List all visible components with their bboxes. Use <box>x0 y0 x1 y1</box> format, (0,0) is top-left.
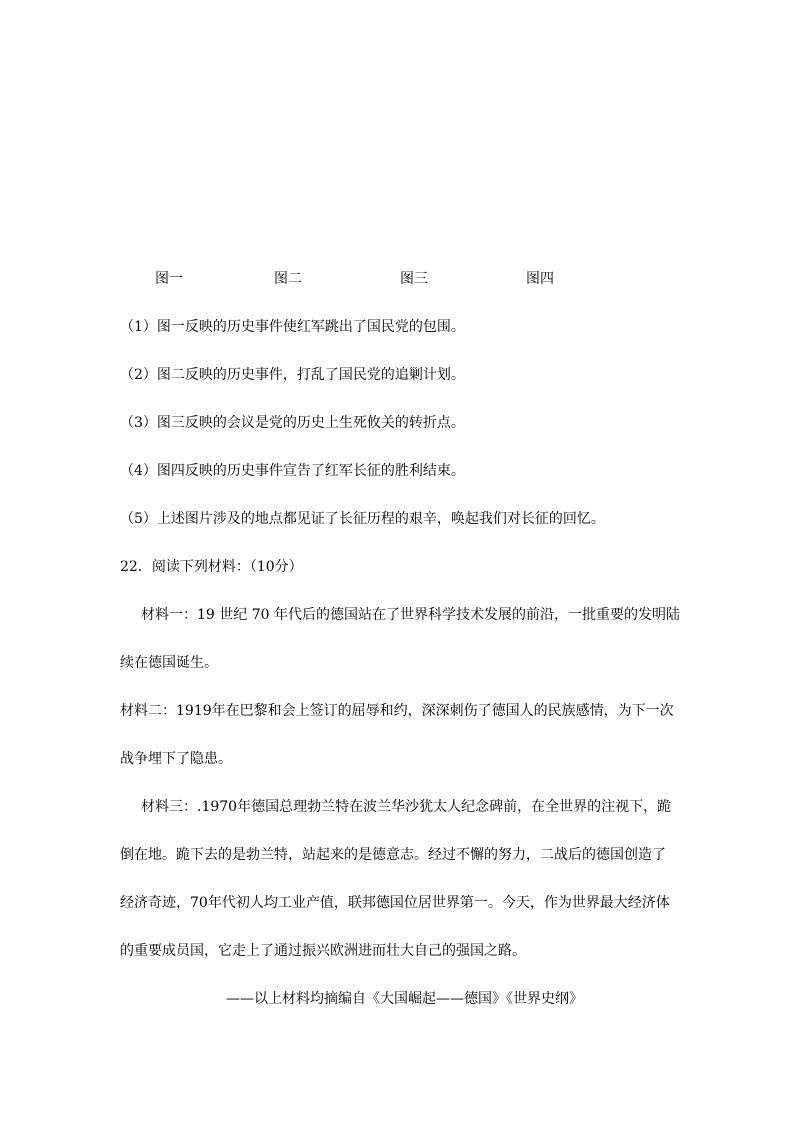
statement-2: （2）图二反映的历史事件，打乱了国民党的追剿计划。 <box>120 367 465 383</box>
statement-3: （3）图三反映的会议是党的历史上生死攸关的转折点。 <box>120 415 465 431</box>
statement-5: （5）上述图片涉及的地点都见证了长征历程的艰辛，唤起我们对长征的回忆。 <box>120 511 605 527</box>
figure-caption-1: 图一 <box>155 271 183 287</box>
material-3-line-4: 的重要成员国，它走上了通过振兴欧洲进而壮大自己的强国之路。 <box>120 943 526 959</box>
material-2-line-1: 材料二：1919年在巴黎和会上签订的屈辱和约，深深刺伤了德国人的民族感情，为下一次 <box>120 703 674 719</box>
statement-4: （4）图四反映的历史事件宣告了红军长征的胜利结束。 <box>120 463 465 479</box>
material-2-line-2: 战争埋下了隐患。 <box>120 751 232 767</box>
material-3-line-3: 经济奇迹，70年代初人均工业产值，联邦德国位居世界第一。今天，作为世界最大经济体 <box>120 895 670 911</box>
figure-caption-4: 图四 <box>526 271 554 287</box>
source-citation: ——以上材料均摘编自《大国崛起——德国》《世界史纲》 <box>226 991 583 1007</box>
question-heading: 22．阅读下列材料：（10分） <box>120 559 303 575</box>
figure-caption-3: 图三 <box>400 271 428 287</box>
material-1-line-2: 续在德国诞生。 <box>120 655 218 671</box>
material-1-line-1: 材料一：19 世纪 70 年代后的德国站在了世界科学技术发展的前沿，一批重要的发明陆 <box>141 607 680 623</box>
material-3-line-1: 材料三：.1970年德国总理勃兰特在波兰华沙犹太人纪念碑前，在全世界的注视下，跪 <box>141 799 672 815</box>
figure-caption-2: 图二 <box>274 271 302 287</box>
statement-1: （1）图一反映的历史事件使红军跳出了国民党的包围。 <box>120 319 465 335</box>
material-3-line-2: 倒在地。跪下去的是勃兰特，站起来的是德意志。经过不懈的努力，二战后的德国创造了 <box>120 847 666 863</box>
